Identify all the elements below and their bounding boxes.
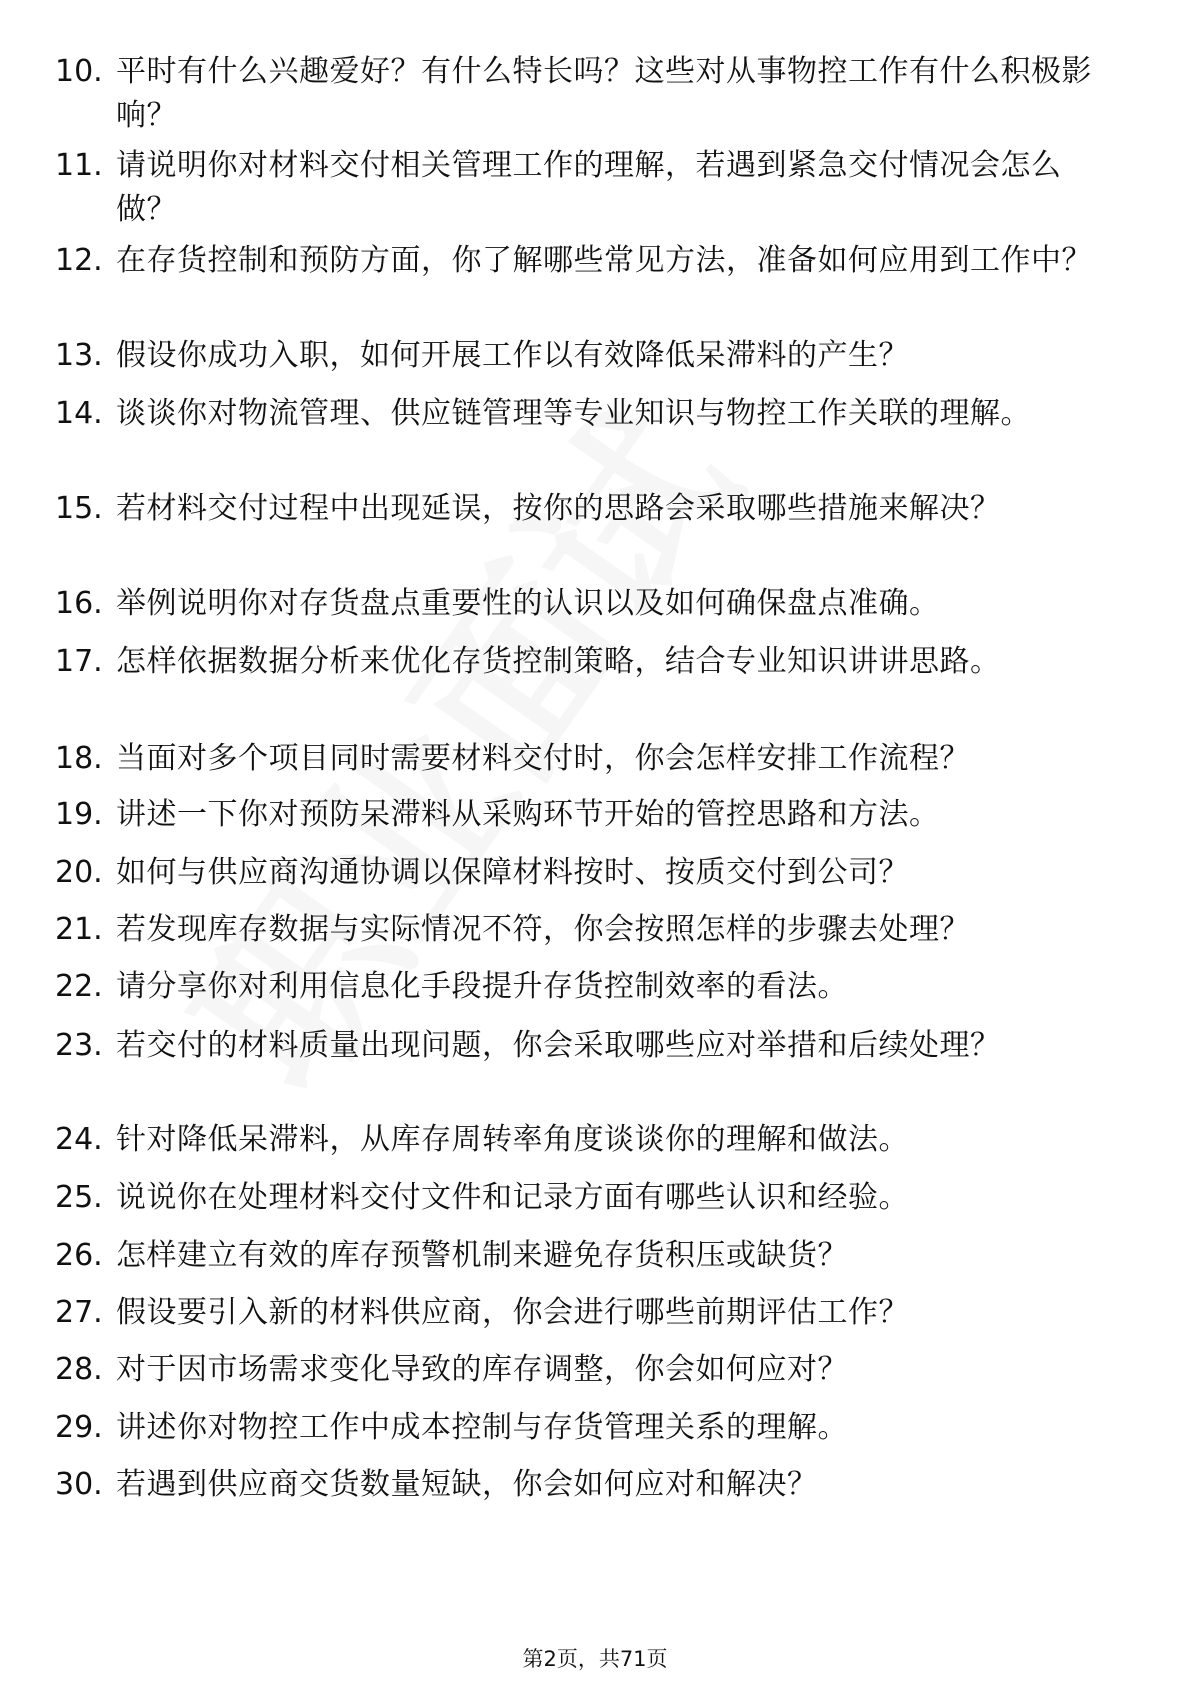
question-text: 说说你在处理材料交付文件和记录方面有哪些认识和经验。 <box>116 1180 909 1215</box>
question-number: 30. <box>55 1467 103 1502</box>
question-number: 18. <box>55 741 103 776</box>
question-text: 谈谈你对物流管理、供应链管理等专业知识与物控工作关联的理解。 <box>116 396 1031 431</box>
question-number: 26. <box>55 1238 103 1273</box>
question-number: 21. <box>55 912 103 947</box>
question-number: 15. <box>55 491 103 526</box>
question-number: 20. <box>55 855 103 890</box>
question-text: 假设你成功入职，如何开展工作以有效降低呆滞料的产生？ <box>116 338 909 373</box>
question-text: 讲述一下你对预防呆滞料从采购环节开始的管控思路和方法。 <box>116 797 940 832</box>
question-text: 请说明你对材料交付相关管理工作的理解，若遇到紧急交付情况会怎么做？ <box>116 148 1062 227</box>
question-number: 10. <box>55 54 103 89</box>
question-number: 12. <box>55 243 103 278</box>
question-text: 对于因市场需求变化导致的库存调整，你会如何应对？ <box>116 1352 848 1387</box>
question-number: 13. <box>55 338 103 373</box>
question-text: 举例说明你对存货盘点重要性的认识以及如何确保盘点准确。 <box>116 586 940 621</box>
question-number: 11. <box>55 148 103 183</box>
question-number: 23. <box>55 1028 103 1063</box>
question-number: 29. <box>55 1410 103 1445</box>
question-text: 若材料交付过程中出现延误，按你的思路会采取哪些措施来解决？ <box>116 491 1001 526</box>
question-text: 请分享你对利用信息化手段提升存货控制效率的看法。 <box>116 969 848 1004</box>
question-number: 22. <box>55 969 103 1004</box>
question-number: 19. <box>55 797 103 832</box>
question-text: 假设要引入新的材料供应商，你会进行哪些前期评估工作？ <box>116 1295 909 1330</box>
question-text: 若发现库存数据与实际情况不符，你会按照怎样的步骤去处理？ <box>116 912 970 947</box>
page-number-footer: 第2页，共71页 <box>522 1647 668 1671</box>
question-number: 16. <box>55 586 103 621</box>
question-number: 14. <box>55 396 103 431</box>
question-text: 针对降低呆滞料，从库存周转率角度谈谈你的理解和做法。 <box>116 1122 909 1157</box>
question-text: 怎样依据数据分析来优化存货控制策略，结合专业知识讲讲思路。 <box>116 644 1001 679</box>
question-text: 若遇到供应商交货数量短缺，你会如何应对和解决？ <box>116 1467 818 1502</box>
question-number: 28. <box>55 1352 103 1387</box>
question-number: 25. <box>55 1180 103 1215</box>
question-text: 如何与供应商沟通协调以保障材料按时、按质交付到公司？ <box>116 855 909 890</box>
question-number: 27. <box>55 1295 103 1330</box>
question-text: 怎样建立有效的库存预警机制来避免存货积压或缺货？ <box>116 1238 848 1273</box>
question-text: 当面对多个项目同时需要材料交付时，你会怎样安排工作流程？ <box>116 741 970 776</box>
question-text: 在存货控制和预防方面，你了解哪些常见方法，准备如何应用到工作中？ <box>116 243 1092 278</box>
question-number: 24. <box>55 1122 103 1157</box>
question-text: 平时有什么兴趣爱好？有什么特长吗？这些对从事物控工作有什么积极影响？ <box>116 54 1092 133</box>
question-text: 若交付的材料质量出现问题，你会采取哪些应对举措和后续处理？ <box>116 1028 1001 1063</box>
question-text: 讲述你对物控工作中成本控制与存货管理关系的理解。 <box>116 1410 848 1445</box>
question-number: 17. <box>55 644 103 679</box>
